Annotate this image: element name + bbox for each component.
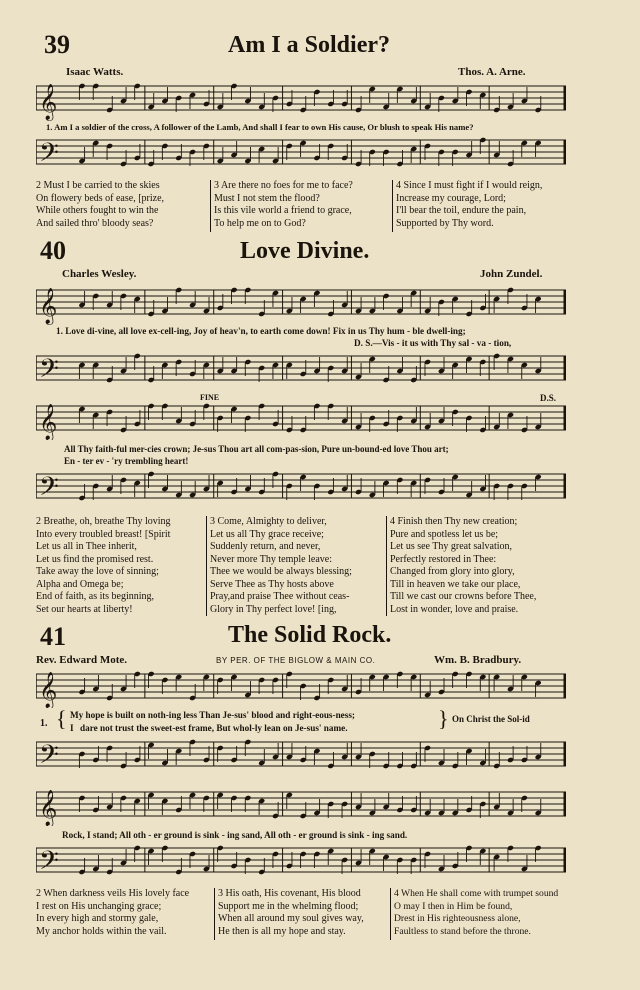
poet-credit: Charles Wesley. bbox=[62, 268, 137, 280]
lyric-line: 1. Love di-vine, all love ex-cell-ing, Joy of heav'n, to earth come down! Fix in us Thy hum - ble dwell-ing; bbox=[56, 326, 466, 336]
ds-mark: D.S. bbox=[540, 393, 557, 403]
column-divider bbox=[210, 180, 211, 232]
stanza: 2 Must I be carried to the skies On flowery beds of ease, [prize, While others fought to win the And sailed thro' bloody seas? bbox=[36, 180, 165, 229]
verse-brace: { bbox=[56, 706, 67, 731]
svg-text:𝄢: 𝄢 bbox=[39, 138, 60, 174]
svg-text:𝄢: 𝄢 bbox=[39, 846, 60, 882]
music-staff bbox=[36, 134, 566, 180]
lyric-line: My hope is built on noth-ing less Than Je-sus' blood and right-eous-ness; bbox=[70, 710, 355, 720]
permission-note: BY PER. OF THE BIGLOW & MAIN CO. bbox=[216, 656, 376, 665]
svg-text:𝄞: 𝄞 bbox=[39, 790, 58, 826]
music-staff bbox=[36, 786, 566, 826]
hymn-number: 40 bbox=[40, 236, 66, 265]
fine-mark: FINE bbox=[200, 393, 220, 402]
column-divider bbox=[386, 516, 387, 616]
svg-text:𝄢: 𝄢 bbox=[39, 354, 60, 390]
music-staff bbox=[36, 350, 566, 390]
stanza: 2 Breathe, oh, breathe Thy loving Into every troubled breast! [Spirit Let us all in Thee inherit, Let us find the promised rest. Take away the love of sinning; Alpha and Omega be; End of faith, as its beginning, Set our hearts at liberty! bbox=[36, 516, 171, 615]
hymn-number: 39 bbox=[44, 30, 70, 59]
stanza: 3 His oath, His covenant, His blood Support me in the whelming flood; When all around my soul gives way, He then is all my hope and stay. bbox=[218, 888, 364, 937]
music-staff bbox=[36, 284, 566, 328]
music-staff bbox=[36, 842, 566, 882]
stanza: 3 Come, Almighty to deliver, Let us all Thy grace receive; Suddenly return, and never, Never more Thy temple leave: Thee we would be always blessing; Serve Thee as Thy hosts above Pray,and praise Thee without ceas- Glory in Thy perfect love! [ing, bbox=[210, 516, 352, 615]
stanza: 2 When darkness veils His lovely face I rest on His unchanging grace; In every high and stormy gale, My anchor holds within the vail. bbox=[36, 888, 190, 937]
music-staff bbox=[36, 468, 566, 508]
refrain-start: On Christ the Sol-id bbox=[452, 714, 530, 724]
lyric-line: All Thy faith-ful mer-cies crown; Je-sus Thou art all com-pas-sion, Pure un-bound-ed love Thou art; bbox=[64, 444, 449, 454]
composer-credit: Wm. B. Bradbury. bbox=[434, 654, 522, 666]
lyric-line: dare not trust the sweet-est frame, But whol-ly lean on Je-sus' name. bbox=[80, 723, 348, 733]
verse-brace: } bbox=[438, 706, 449, 731]
column-divider bbox=[214, 888, 215, 940]
stanza: 3 Are there no foes for me to face? Must I not stem the flood? Is this vile world a friend to grace, To help me on to God? bbox=[214, 180, 353, 229]
svg-text:𝄞: 𝄞 bbox=[39, 672, 58, 708]
lyric-line: Rock, I stand; All oth - er ground is sink - ing sand, All oth - er ground is sink - ing sand. bbox=[62, 830, 408, 840]
stanza: 4 Finish then Thy new creation; Pure and spotless let us be; Let us see Thy great salvation, Perfectly restored in Thee: Changed from glory into glory, Till in heaven we take our place, Till we cast our crowns before Thee, Lost in wonder, love and praise. bbox=[390, 516, 537, 615]
music-staff bbox=[36, 400, 566, 440]
column-divider bbox=[206, 516, 207, 616]
stanza: 4 Since I must fight if I would reign, Increase my courage, Lord; I'll bear the toil, endure the pain, Supported by Thy word. bbox=[396, 180, 543, 229]
lyric-line: D. S.—Vis - it us with Thy sal - va - tion, bbox=[354, 338, 512, 348]
lyric-line: 1. Am I a soldier of the cross, A follower of the Lamb, And shall I fear to own His cause, Or blush to speak His name? bbox=[46, 122, 474, 132]
music-staff bbox=[36, 668, 566, 708]
lyric-line: En - ter ev - 'ry trembling heart! bbox=[64, 456, 189, 466]
column-divider bbox=[390, 888, 391, 940]
svg-text:𝄞: 𝄞 bbox=[39, 404, 58, 440]
hymn-title: Am I a Soldier? bbox=[228, 32, 390, 58]
verse-number: 1. bbox=[40, 718, 48, 729]
verse-i: I bbox=[70, 723, 74, 733]
composer-credit: Thos. A. Arne. bbox=[458, 66, 526, 78]
hymn-title: Love Divine. bbox=[240, 238, 370, 264]
hymn-number: 41 bbox=[40, 622, 66, 651]
composer-credit: John Zundel. bbox=[480, 268, 543, 280]
column-divider bbox=[392, 180, 393, 232]
poet-credit: Rev. Edward Mote. bbox=[36, 654, 128, 666]
music-staff bbox=[36, 736, 566, 776]
music-staff bbox=[36, 80, 566, 126]
hymn-title: The Solid Rock. bbox=[228, 622, 392, 648]
svg-text:𝄞: 𝄞 bbox=[39, 84, 58, 120]
svg-text:𝄢: 𝄢 bbox=[39, 472, 60, 508]
poet-credit: Isaac Watts. bbox=[66, 66, 124, 78]
svg-text:𝄞: 𝄞 bbox=[39, 288, 58, 324]
svg-text:𝄢: 𝄢 bbox=[39, 740, 60, 776]
stanza: 4 When He shall come with trumpet sound O may I then in Him be found, Drest in His righteousness alone, Faultless to stand before the throne. bbox=[394, 888, 559, 937]
